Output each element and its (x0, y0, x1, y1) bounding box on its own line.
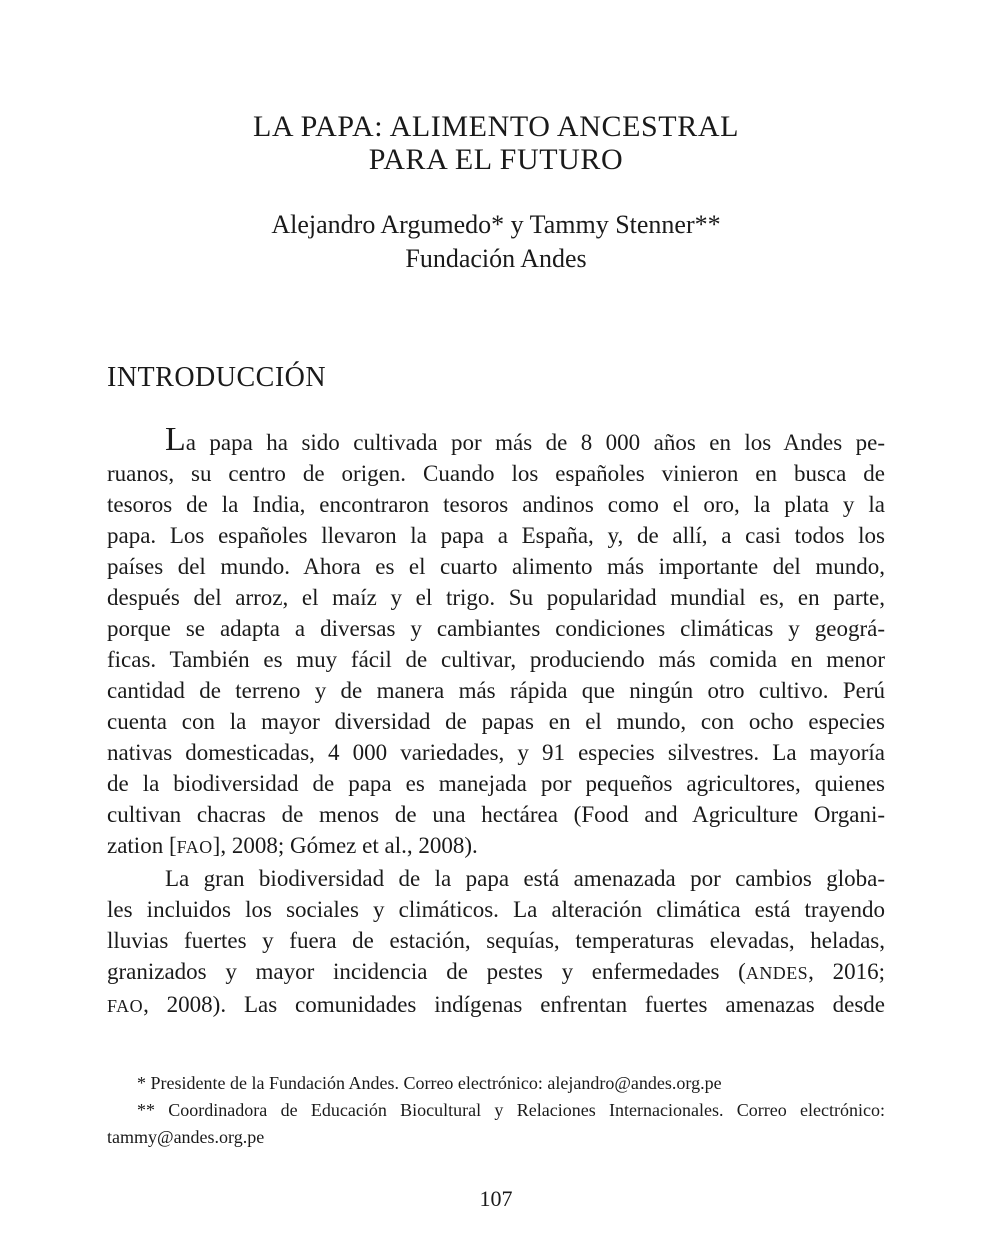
body-line: cultivan chacras de menos de una hectárea (Food and Agriculture Organi- (107, 802, 885, 827)
body-line: FAO, 2008). Las comunidades indígenas enfrentan fuertes amenazas desde (107, 992, 885, 1017)
drop-initial: L (165, 421, 186, 458)
title-line-1: LA PAPA: ALIMENTO ANCESTRAL (252, 110, 740, 143)
paragraph (107, 421, 885, 863)
body-line: La gran biodiversidad de la papa está amenazada por cambios globa- (165, 866, 885, 891)
body-line: La papa ha sido cultivada por más de 8 000 años en los Andes pe- (165, 421, 885, 458)
body-line: ficas. También es muy fácil de cultivar, produciendo más comida en menor (107, 647, 885, 672)
footnote: ** Coordinadora de Educación Biocultural y Relaciones Internacionales. Correo electrónico: tammy@andes.org.pe (107, 1100, 885, 1147)
title-block (107, 0, 885, 276)
authors-block (107, 208, 885, 276)
body-line: papa. Los españoles llevaron la papa a España, y, de allí, a casi todos los (107, 523, 885, 548)
body-line: tesoros de la India, encontraron tesoros andinos como el oro, la plata y la (107, 492, 885, 517)
body-line: cuenta con la mayor diversidad de papas en el mundo, con ocho especies (107, 709, 885, 734)
small-caps-text: FAO (107, 996, 144, 1016)
body-line: lluvias fuertes y fuera de estación, sequías, temperaturas elevadas, heladas, (107, 928, 885, 953)
body-line: cantidad de terreno y de manera más rápida que ningún otro cultivo. Perú (107, 678, 885, 703)
footnote-marker: * (137, 1073, 146, 1093)
body-line: nativas domesticadas, 4 000 variedades, y 91 especies silvestres. La mayoría (107, 740, 885, 765)
footnote-marker: ** (137, 1100, 155, 1120)
page-title (107, 110, 885, 176)
body-line: países del mundo. Ahora es el cuarto alimento más importante del mundo, (107, 554, 885, 579)
body-line: ruanos, su centro de origen. Cuando los españoles vinieron en busca de (107, 461, 885, 486)
title-line-2: PARA EL FUTURO (368, 143, 624, 176)
page-number: 107 (479, 1186, 513, 1211)
body-line: después del arroz, el maíz y el trigo. Su popularidad mundial es, en parte, (107, 585, 885, 610)
body-text (107, 421, 886, 1022)
small-caps-text: FAO (176, 837, 213, 857)
small-caps-text: ANDES (745, 963, 809, 983)
body-line: de la biodiversidad de papa es manejada por pequeños agricultores, quienes (107, 771, 885, 796)
authors-line: Alejandro Argumedo* y Tammy Stenner** (271, 210, 721, 239)
section-heading: INTRODUCCIÓN (107, 362, 327, 393)
body-line: porque se adapta a diversas y cambiantes condiciones climáticas y geográ- (107, 616, 885, 641)
affiliation: Fundación Andes (405, 244, 587, 273)
footnotes-block (107, 1070, 885, 1151)
footnote: * Presidente de la Fundación Andes. Correo electrónico: alejandro@andes.org.pe (137, 1073, 722, 1093)
body-line: zation [FAO], 2008; Gómez et al., 2008). (107, 833, 478, 858)
paragraph (107, 863, 885, 1022)
body-line: granizados y mayor incidencia de pestes y enfermedades (ANDES, 2016; (107, 959, 886, 984)
body-line: les incluidos los sociales y climáticos. La alteración climática está trayendo (107, 897, 885, 922)
